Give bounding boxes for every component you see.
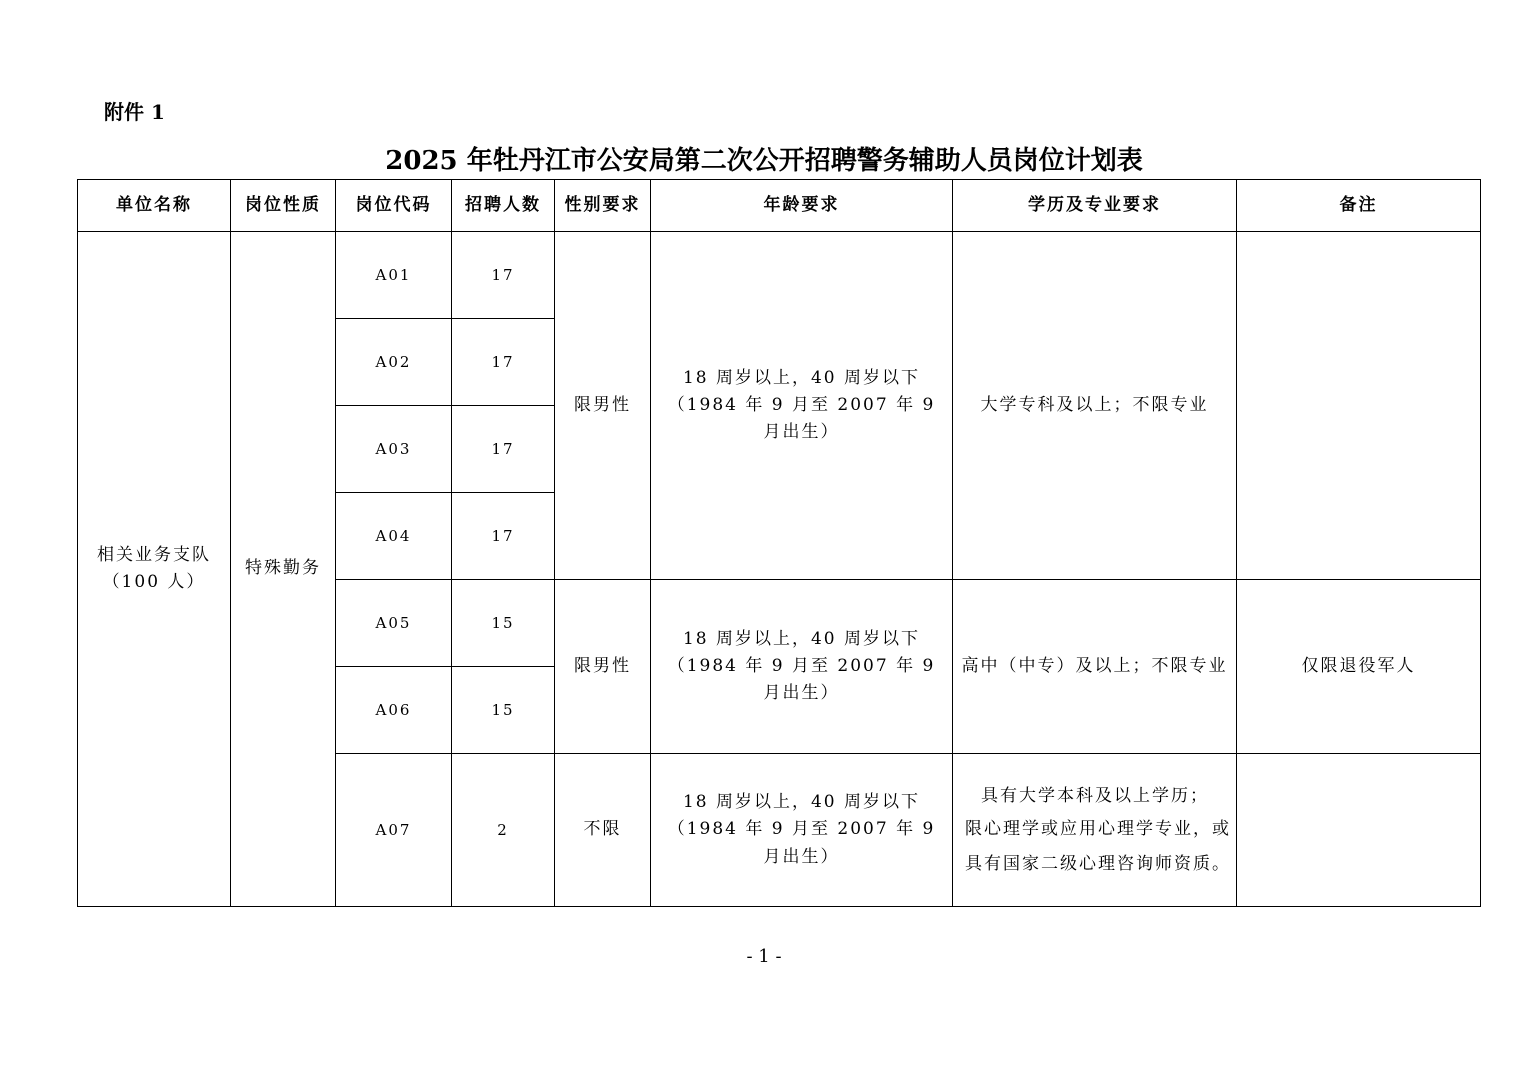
post-code-cell: A07 (336, 754, 452, 907)
header-unit-name: 单位名称 (78, 180, 231, 232)
education-line: 限心理学或应用心理学专业，或 (965, 819, 1231, 840)
unit-name-count: （100 人） (102, 572, 206, 592)
post-code-cell: A04 (336, 493, 452, 580)
recruit-count-cell: 17 (452, 319, 555, 406)
gender-cell: 限男性 (555, 580, 651, 754)
page-number: - 1 - (746, 946, 782, 967)
header-age: 年龄要求 (651, 180, 953, 232)
age-range-line: 18 周岁以上，40 周岁以下 (682, 367, 921, 388)
post-code-cell: A03 (336, 406, 452, 493)
age-range-line: 18 周岁以上，40 周岁以下 (682, 628, 921, 649)
recruit-count-cell: 15 (452, 667, 555, 754)
post-nature-cell: 特殊勤务 (231, 232, 336, 907)
header-education: 学历及专业要求 (953, 180, 1237, 232)
unit-name-line: 相关业务支队 (97, 544, 211, 565)
note-cell (1237, 754, 1481, 907)
note-cell: 仅限退役军人 (1237, 580, 1481, 754)
education-line: 具有国家二级心理咨询师资质。 (965, 853, 1231, 874)
age-range-line: 18 周岁以上，40 周岁以下 (682, 792, 921, 813)
post-code-cell: A06 (336, 667, 452, 754)
attachment-label: 附件 1 (104, 100, 165, 124)
birth-range-line: （1984 年 9 月至 2007 年 9 月出生） (667, 394, 936, 443)
birth-range-line: （1984 年 9 月至 2007 年 9 月出生） (667, 655, 936, 704)
recruit-count-cell: 17 (452, 232, 555, 319)
gender-cell: 限男性 (555, 232, 651, 580)
gender-cell: 不限 (555, 754, 651, 907)
header-post-nature: 岗位性质 (231, 180, 336, 232)
age-cell (651, 580, 953, 754)
page-title: 2025 年牡丹江市公安局第二次公开招聘警务辅助人员岗位计划表 (385, 146, 1143, 176)
recruit-count-cell: 15 (452, 580, 555, 667)
post-code-cell: A02 (336, 319, 452, 406)
header-recruit-count: 招聘人数 (452, 180, 555, 232)
header-post-code: 岗位代码 (336, 180, 452, 232)
education-cell: 高中（中专）及以上；不限专业 (953, 580, 1237, 754)
recruitment-plan-table (77, 179, 1481, 907)
birth-range-line: （1984 年 9 月至 2007 年 9 月出生） (667, 819, 936, 867)
header-gender: 性别要求 (555, 180, 651, 232)
table-header-row (78, 180, 1481, 232)
recruit-count-cell: 17 (452, 406, 555, 493)
unit-name-cell (78, 232, 231, 907)
post-code-cell: A01 (336, 232, 452, 319)
age-cell (651, 232, 953, 580)
post-code-cell: A05 (336, 580, 452, 667)
header-note: 备注 (1237, 180, 1481, 232)
table-row (78, 232, 1481, 319)
education-cell: 大学专科及以上；不限专业 (953, 232, 1237, 580)
education-line: 具有大学本科及以上学历； (981, 785, 1209, 806)
recruit-count-cell: 2 (452, 754, 555, 907)
recruit-count-cell: 17 (452, 493, 555, 580)
age-cell (651, 754, 953, 907)
note-cell (1237, 232, 1481, 580)
education-cell (953, 754, 1237, 907)
